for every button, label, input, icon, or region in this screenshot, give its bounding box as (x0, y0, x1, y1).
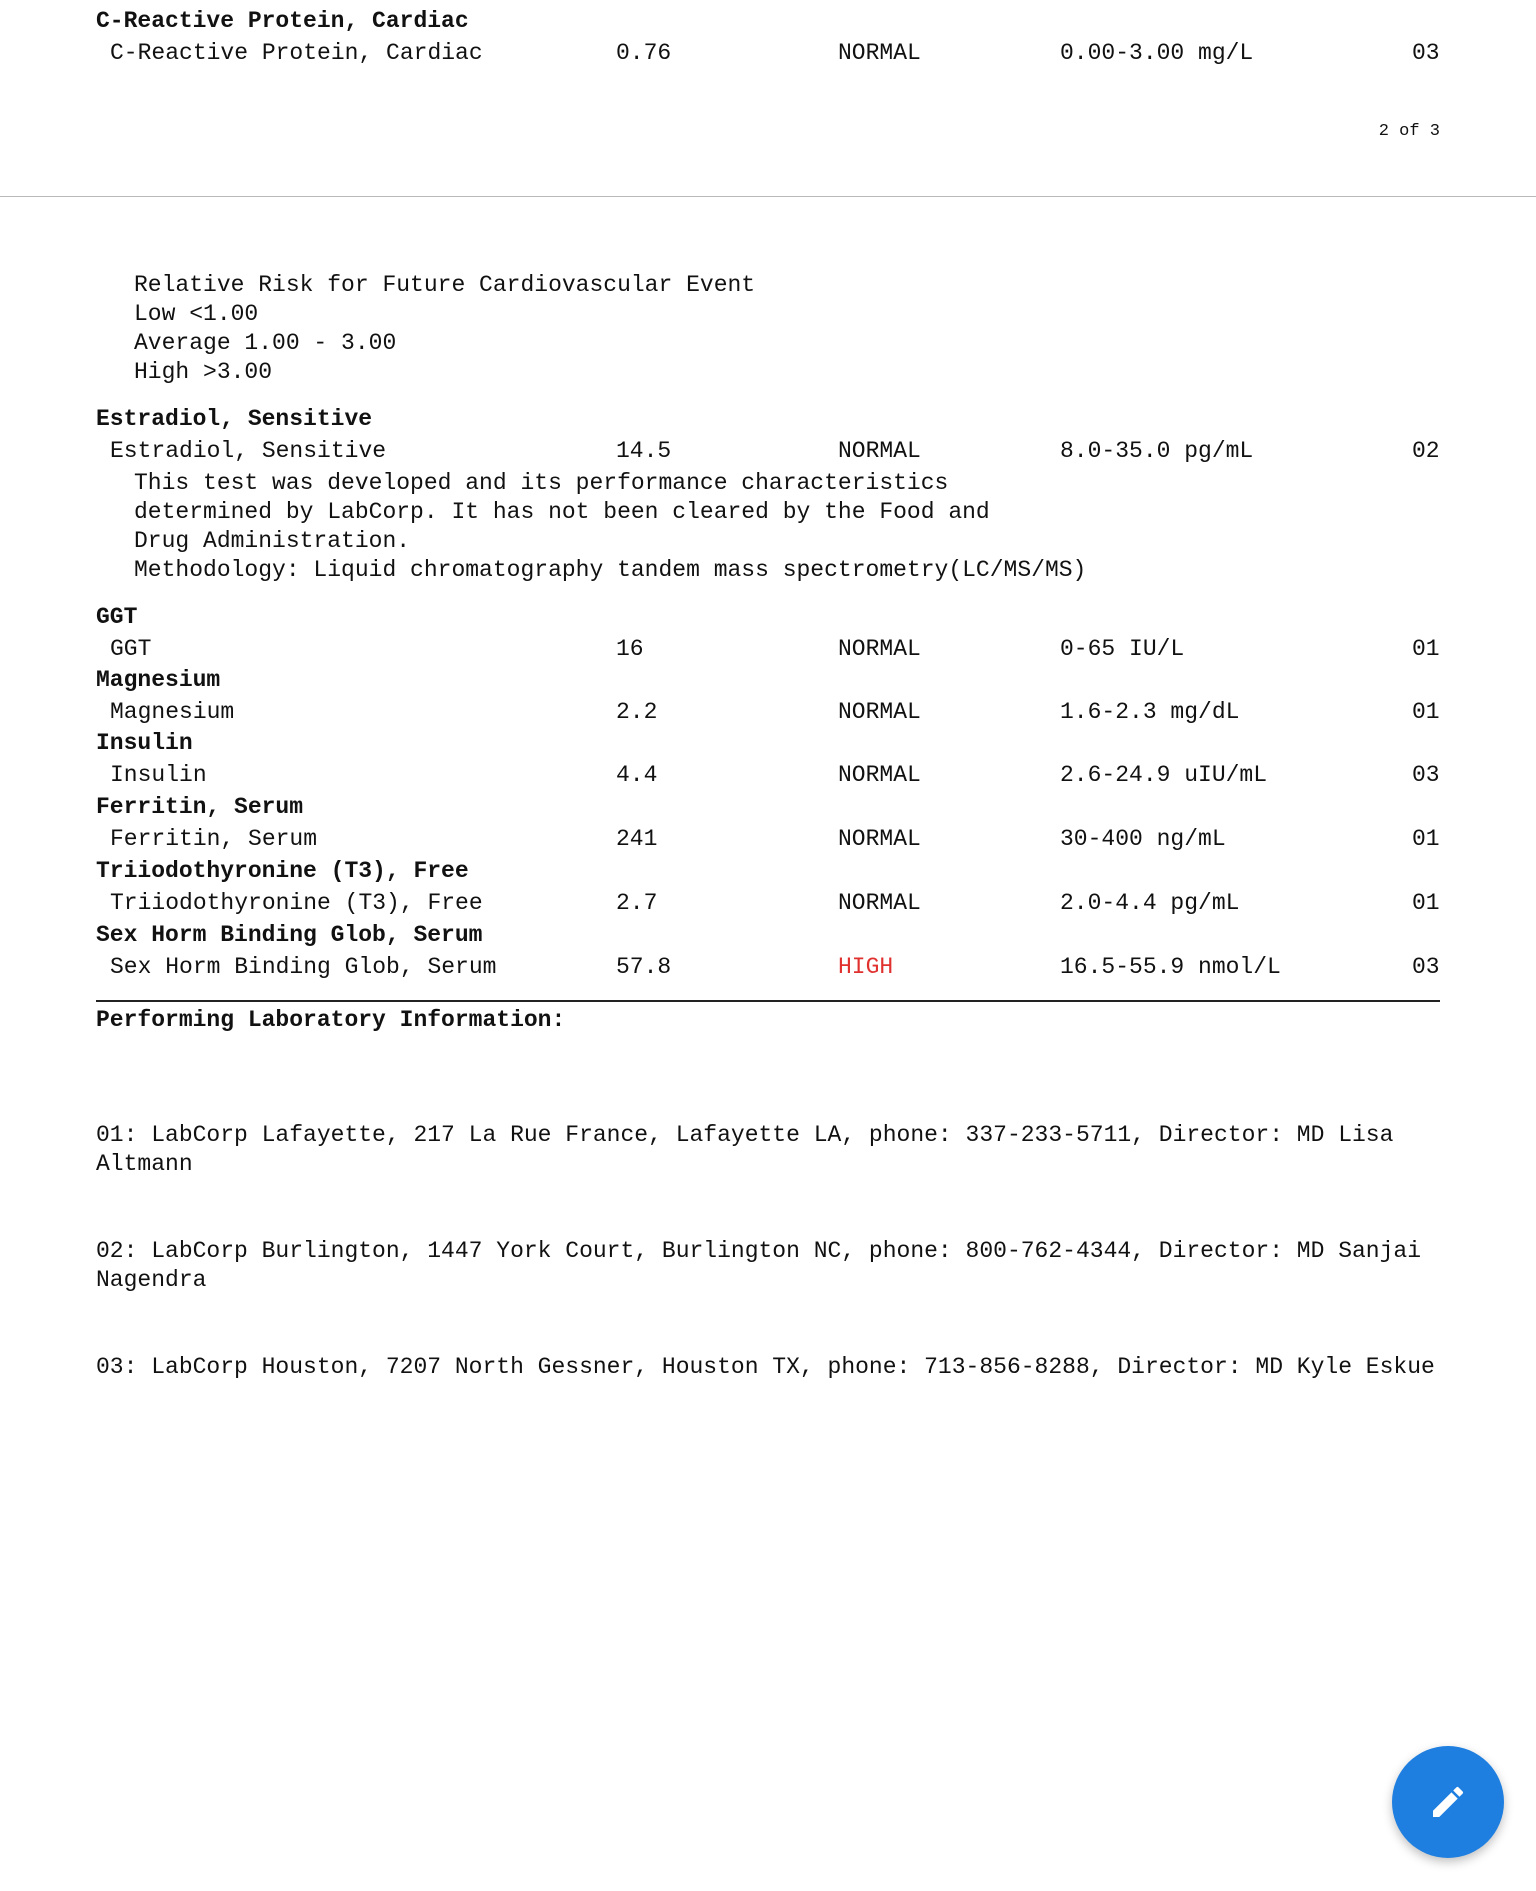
test-name: Estradiol, Sensitive (110, 438, 387, 464)
test-name: C-Reactive Protein, Cardiac (110, 40, 483, 66)
risk-note-line: High >3.00 (134, 359, 273, 385)
test-lab-code: 01 (1412, 826, 1440, 852)
test-value: 241 (616, 826, 658, 852)
test-lab-code: 01 (1412, 636, 1440, 662)
test-flag: NORMAL (838, 438, 921, 464)
test-title: Insulin (96, 730, 193, 756)
page-indicator: 2 of 3 (1378, 122, 1440, 141)
test-value: 4.4 (616, 762, 658, 788)
test-name: Insulin (110, 762, 207, 788)
test-range: 8.0-35.0 pg/mL (1060, 438, 1254, 464)
test-name: Ferritin, Serum (110, 826, 318, 852)
test-title: C-Reactive Protein, Cardiac (96, 8, 469, 34)
test-name: GGT (110, 636, 152, 662)
test-range: 0.00-3.00 mg/L (1060, 40, 1254, 66)
test-range: 0-65 IU/L (1060, 636, 1185, 662)
test-range: 2.0-4.4 pg/mL (1060, 890, 1240, 916)
test-title: Magnesium (96, 667, 221, 693)
test-note-line: determined by LabCorp. It has not been cleared by the Food and (134, 499, 990, 525)
test-lab-code: 03 (1412, 762, 1440, 788)
test-lab-code: 03 (1412, 954, 1440, 980)
test-range: 16.5-55.9 nmol/L (1060, 954, 1281, 980)
test-lab-code: 03 (1412, 40, 1440, 66)
section-rule (96, 1000, 1440, 1002)
test-value: 2.2 (616, 699, 658, 725)
test-value: 16 (616, 636, 644, 662)
test-flag: NORMAL (838, 762, 921, 788)
test-name: Triiodothyronine (T3), Free (110, 890, 483, 916)
test-lab-code: 01 (1412, 890, 1440, 916)
test-range: 2.6-24.9 uIU/mL (1060, 762, 1268, 788)
test-title: Ferritin, Serum (96, 794, 304, 820)
test-title: Triiodothyronine (T3), Free (96, 858, 469, 884)
lab-info-heading: Performing Laboratory Information: (96, 1007, 566, 1033)
risk-note-heading: Relative Risk for Future Cardiovascular Event (134, 272, 756, 298)
test-flag: NORMAL (838, 40, 921, 66)
test-note-line: Drug Administration. (134, 528, 411, 554)
test-value: 57.8 (616, 954, 672, 980)
lab-info-entry: 02: LabCorp Burlington, 1447 York Court, Burlington NC, phone: 800-762-4344, Director: MD Sanjai Nagendra (96, 1238, 1435, 1293)
lab-info-entry: 01: LabCorp Lafayette, 217 La Rue France, Lafayette LA, phone: 337-233-5711, Director: MD Lisa Altmann (96, 1122, 1408, 1177)
test-title: Estradiol, Sensitive (96, 406, 373, 432)
test-note-line: Methodology: Liquid chromatography tandem mass spectrometry(LC/MS/MS) (134, 557, 1087, 583)
test-flag: NORMAL (838, 699, 921, 725)
test-name: Magnesium (110, 699, 235, 725)
test-lab-code: 02 (1412, 438, 1440, 464)
test-value: 14.5 (616, 438, 672, 464)
test-flag: NORMAL (838, 636, 921, 662)
page-divider (0, 196, 1536, 197)
test-flag: NORMAL (838, 890, 921, 916)
test-title: GGT (96, 604, 138, 630)
pencil-icon (1428, 1782, 1468, 1822)
test-range: 30-400 ng/mL (1060, 826, 1226, 852)
test-lab-code: 01 (1412, 699, 1440, 725)
risk-note-line: Average 1.00 - 3.00 (134, 330, 397, 356)
edit-button[interactable] (1392, 1746, 1504, 1858)
lab-info-entry: 03: LabCorp Houston, 7207 North Gessner, Houston TX, phone: 713-856-8288, Director: MD Kyle Eskue (96, 1354, 1435, 1380)
test-name: Sex Horm Binding Glob, Serum (110, 954, 497, 980)
test-range: 1.6-2.3 mg/dL (1060, 699, 1240, 725)
lab-info-list (96, 1063, 1456, 1411)
test-value: 0.76 (616, 40, 672, 66)
test-note-line: This test was developed and its performance characteristics (134, 470, 949, 496)
test-flag-high: HIGH (838, 954, 894, 980)
risk-note-line: Low <1.00 (134, 301, 259, 327)
test-flag: NORMAL (838, 826, 921, 852)
test-title: Sex Horm Binding Glob, Serum (96, 922, 483, 948)
test-value: 2.7 (616, 890, 658, 916)
